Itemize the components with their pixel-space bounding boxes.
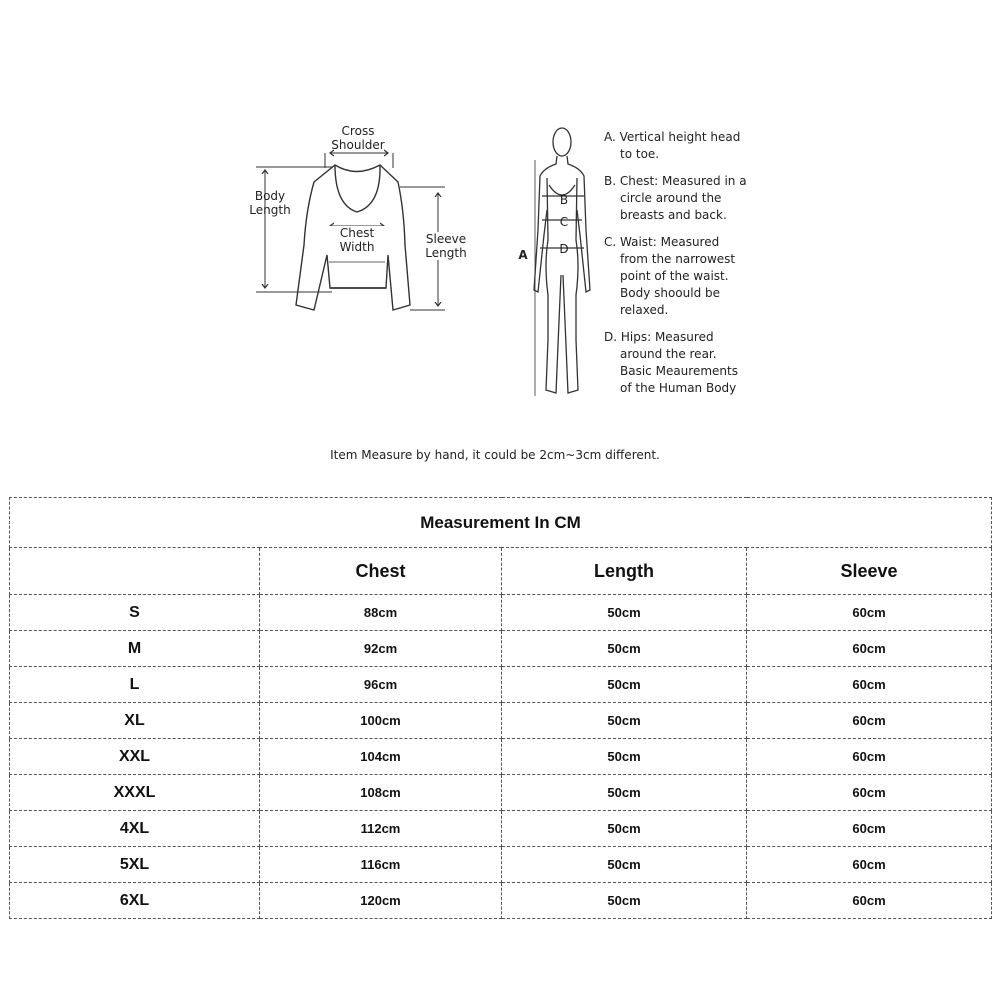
- legend-a-line1: A. Vertical height head: [604, 130, 741, 144]
- chest-cell: 104cm: [260, 739, 502, 775]
- table-row: [10, 595, 992, 631]
- measurement-legend: [604, 129, 784, 407]
- sleeve-cell: 60cm: [747, 775, 992, 811]
- table-row: [10, 667, 992, 703]
- length-cell: 50cm: [502, 595, 747, 631]
- sleeve-cell: 60cm: [747, 883, 992, 919]
- legend-d-line4: of the Human Body: [620, 381, 737, 395]
- chest-width-line2: Width: [339, 240, 375, 254]
- header-size: [10, 548, 260, 595]
- chest-width-label: [327, 226, 387, 254]
- size-cell: L: [10, 667, 260, 703]
- header-length: Length: [502, 548, 747, 595]
- size-cell: 6XL: [10, 883, 260, 919]
- table-title-row: [10, 498, 992, 548]
- legend-c-line2: from the narrowest: [620, 252, 736, 266]
- marker-a: A: [518, 248, 528, 262]
- table-header-row: [10, 548, 992, 595]
- size-table: [9, 497, 992, 919]
- size-cell: XXXL: [10, 775, 260, 811]
- table-row: [10, 775, 992, 811]
- sleeve-cell: 60cm: [747, 739, 992, 775]
- chest-cell: 120cm: [260, 883, 502, 919]
- chest-cell: 112cm: [260, 811, 502, 847]
- chest-width-line1: Chest: [339, 226, 375, 240]
- length-cell: 50cm: [502, 775, 747, 811]
- table-row: [10, 883, 992, 919]
- size-cell: XXL: [10, 739, 260, 775]
- legend-c-line1: C. Waist: Measured: [604, 235, 720, 249]
- body-length-label: [240, 189, 300, 217]
- size-cell: 4XL: [10, 811, 260, 847]
- cross-shoulder-line2: Shoulder: [331, 138, 385, 152]
- table-row: [10, 739, 992, 775]
- legend-c-line4: Body shoould be: [620, 286, 721, 300]
- legend-d-line3: Basic Meaurements: [620, 364, 738, 378]
- header-chest: Chest: [260, 548, 502, 595]
- length-cell: 50cm: [502, 883, 747, 919]
- legend-c-line3: point of the waist.: [620, 269, 729, 283]
- body-length-line2: Length: [249, 203, 291, 217]
- legend-item-a: [604, 129, 784, 163]
- size-cell: 5XL: [10, 847, 260, 883]
- legend-item-b: [604, 173, 784, 224]
- marker-d: D: [559, 242, 569, 256]
- sleeve-cell: 60cm: [747, 595, 992, 631]
- table-row: [10, 631, 992, 667]
- legend-b-line1: B. Chest: Measured in a: [604, 174, 747, 188]
- chest-cell: 96cm: [260, 667, 502, 703]
- legend-c-line5: relaxed.: [620, 303, 669, 317]
- table-row: [10, 811, 992, 847]
- human-figure: [534, 128, 590, 396]
- sleeve-length-line2: Length: [425, 246, 467, 260]
- length-cell: 50cm: [502, 631, 747, 667]
- header-sleeve: Sleeve: [747, 548, 992, 595]
- length-cell: 50cm: [502, 667, 747, 703]
- table-row: [10, 847, 992, 883]
- legend-d-line2: around the rear.: [620, 347, 717, 361]
- legend-item-c: [604, 234, 784, 319]
- legend-item-d: [604, 329, 784, 397]
- chest-cell: 100cm: [260, 703, 502, 739]
- chest-cell: 92cm: [260, 631, 502, 667]
- sleeve-cell: 60cm: [747, 703, 992, 739]
- marker-b: B: [559, 193, 569, 207]
- size-cell: XL: [10, 703, 260, 739]
- length-cell: 50cm: [502, 703, 747, 739]
- measure-note: Item Measure by hand, it could be 2cm~3cm different.: [330, 448, 660, 462]
- length-cell: 50cm: [502, 739, 747, 775]
- size-cell: M: [10, 631, 260, 667]
- measurement-diagram: [0, 0, 1000, 470]
- legend-b-line3: breasts and back.: [620, 208, 727, 222]
- chest-cell: 116cm: [260, 847, 502, 883]
- chest-cell: 88cm: [260, 595, 502, 631]
- table-row: [10, 703, 992, 739]
- legend-d-line1: D. Hips: Measured: [604, 330, 714, 344]
- sleeve-cell: 60cm: [747, 631, 992, 667]
- sleeve-length-line1: Sleeve: [425, 232, 467, 246]
- size-cell: S: [10, 595, 260, 631]
- marker-c: C: [559, 215, 569, 229]
- sleeve-cell: 60cm: [747, 847, 992, 883]
- sleeve-length-label: [416, 232, 476, 260]
- legend-a-line2: to toe.: [620, 147, 660, 161]
- length-cell: 50cm: [502, 811, 747, 847]
- body-length-line1: Body: [254, 189, 286, 203]
- length-cell: 50cm: [502, 847, 747, 883]
- sleeve-cell: 60cm: [747, 667, 992, 703]
- cross-shoulder-label: [318, 124, 398, 152]
- sleeve-cell: 60cm: [747, 811, 992, 847]
- cross-shoulder-line1: Cross: [341, 124, 375, 138]
- legend-b-line2: circle around the: [620, 191, 722, 205]
- chest-cell: 108cm: [260, 775, 502, 811]
- table-title: Measurement In CM: [10, 498, 992, 548]
